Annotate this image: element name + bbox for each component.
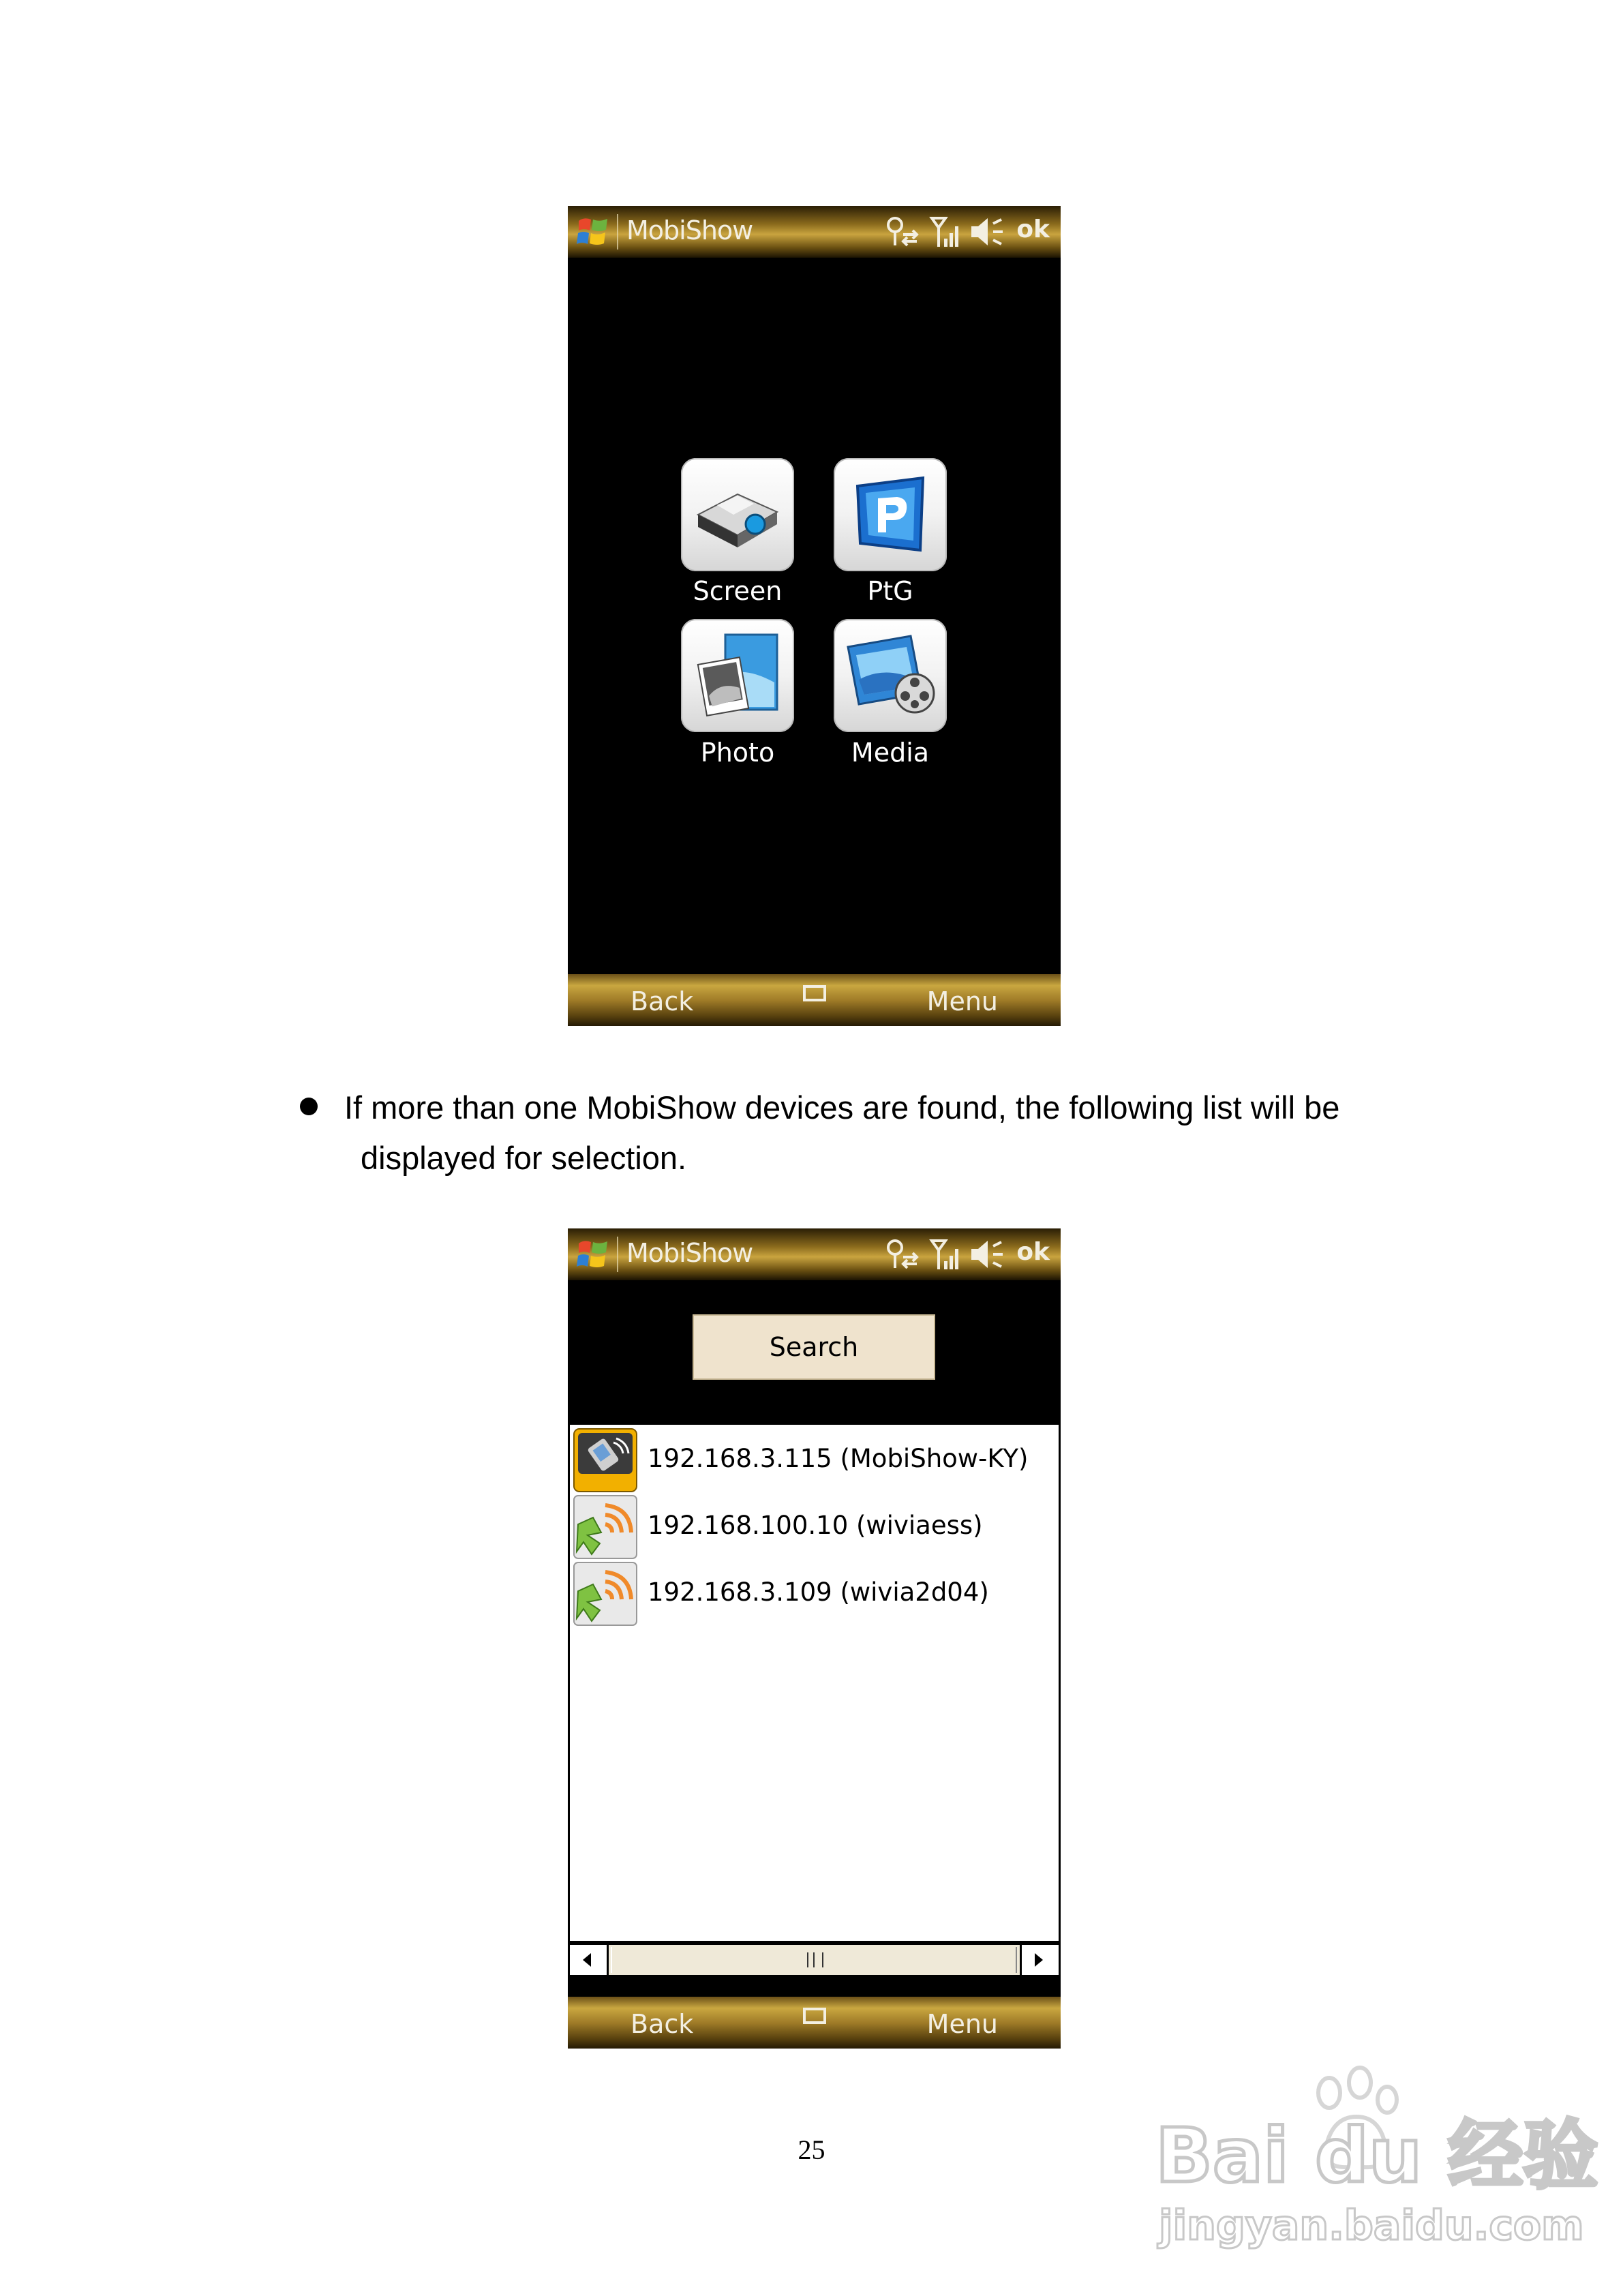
media-app-button[interactable]: [834, 619, 947, 732]
grip-icon: [807, 1952, 823, 1967]
phone-screen-device-list: [568, 1228, 1061, 2049]
mobishow-device-icon: [573, 1428, 638, 1493]
title-bar: [568, 206, 1061, 259]
wivia-device-icon: [573, 1561, 638, 1627]
device-list-item[interactable]: [573, 1428, 1050, 1493]
projector-icon: [690, 467, 785, 562]
device-label: 192.168.100.10 (wiviaess): [648, 1511, 983, 1540]
ok-button[interactable]: ok: [1016, 1238, 1050, 1266]
wivia-device-icon: [573, 1494, 638, 1560]
arrow-left-icon: [581, 1953, 592, 1967]
connectivity-icon[interactable]: [883, 214, 921, 250]
svg-text:Bai du 经验: Bai du 经验: [1155, 2112, 1598, 2199]
media-app-label: Media: [851, 738, 930, 768]
device-list-item[interactable]: [573, 1561, 1050, 1627]
ptg-app-button[interactable]: [834, 458, 947, 571]
keyboard-icon[interactable]: [803, 985, 826, 1001]
connectivity-icon[interactable]: [883, 1237, 921, 1272]
screen-app-label: Screen: [693, 576, 783, 606]
volume-icon[interactable]: [969, 214, 1005, 250]
signal-strength-icon[interactable]: [929, 1237, 963, 1272]
signal-strength-icon[interactable]: [929, 214, 963, 250]
menu-softkey[interactable]: Menu: [926, 2009, 998, 2039]
windows-start-icon[interactable]: [576, 1238, 610, 1271]
softkey-bar: [568, 974, 1061, 1026]
page-number: 25: [798, 2134, 825, 2165]
scroll-right-button[interactable]: [1020, 1945, 1059, 1975]
svg-text:jingyan.baidu.com: jingyan.baidu.com: [1159, 2202, 1584, 2250]
arrow-right-icon: [1033, 1953, 1044, 1967]
search-button[interactable]: Search: [693, 1314, 935, 1380]
device-list-item[interactable]: [573, 1494, 1050, 1560]
scrollbar-thumb[interactable]: [611, 1947, 1017, 1973]
app-title: MobiShow: [626, 215, 753, 245]
bullet-point: [300, 1098, 318, 1115]
scroll-left-button[interactable]: [570, 1945, 609, 1975]
photo-icon: [690, 628, 785, 723]
bullet-line-2: displayed for selection.: [361, 1140, 687, 1176]
ptg-app-label: PtG: [867, 576, 913, 606]
baidu-jingyan-watermark: [1155, 2052, 1598, 2256]
title-divider: [617, 214, 618, 250]
keyboard-icon[interactable]: [803, 2008, 826, 2024]
photo-app-button[interactable]: [681, 619, 794, 732]
title-divider: [617, 1237, 618, 1272]
windows-start-icon[interactable]: [576, 215, 610, 248]
back-softkey[interactable]: Back: [631, 2009, 694, 2039]
search-area: [568, 1282, 1061, 1411]
device-label: 192.168.3.115 (MobiShow-KY): [648, 1444, 1029, 1473]
photo-app-label: Photo: [700, 738, 775, 768]
menu-softkey[interactable]: Menu: [926, 986, 998, 1016]
ok-button[interactable]: ok: [1016, 215, 1050, 243]
bullet-line-1: If more than one MobiShow devices are found, the following list will be: [344, 1089, 1340, 1126]
horizontal-scrollbar[interactable]: [568, 1943, 1061, 1977]
app-title: MobiShow: [626, 1238, 753, 1268]
bullet-paragraph: [344, 1083, 1421, 1183]
back-softkey[interactable]: Back: [631, 986, 694, 1016]
title-bar: [568, 1228, 1061, 1282]
softkey-bar: [568, 1997, 1061, 2049]
ptg-icon: [843, 467, 938, 562]
device-list[interactable]: [568, 1423, 1061, 1943]
device-label: 192.168.3.109 (wivia2d04): [648, 1577, 989, 1607]
phone-screen-home: [568, 206, 1061, 1026]
volume-icon[interactable]: [969, 1237, 1005, 1272]
media-icon: [843, 628, 938, 723]
screen-app-button[interactable]: [681, 458, 794, 571]
